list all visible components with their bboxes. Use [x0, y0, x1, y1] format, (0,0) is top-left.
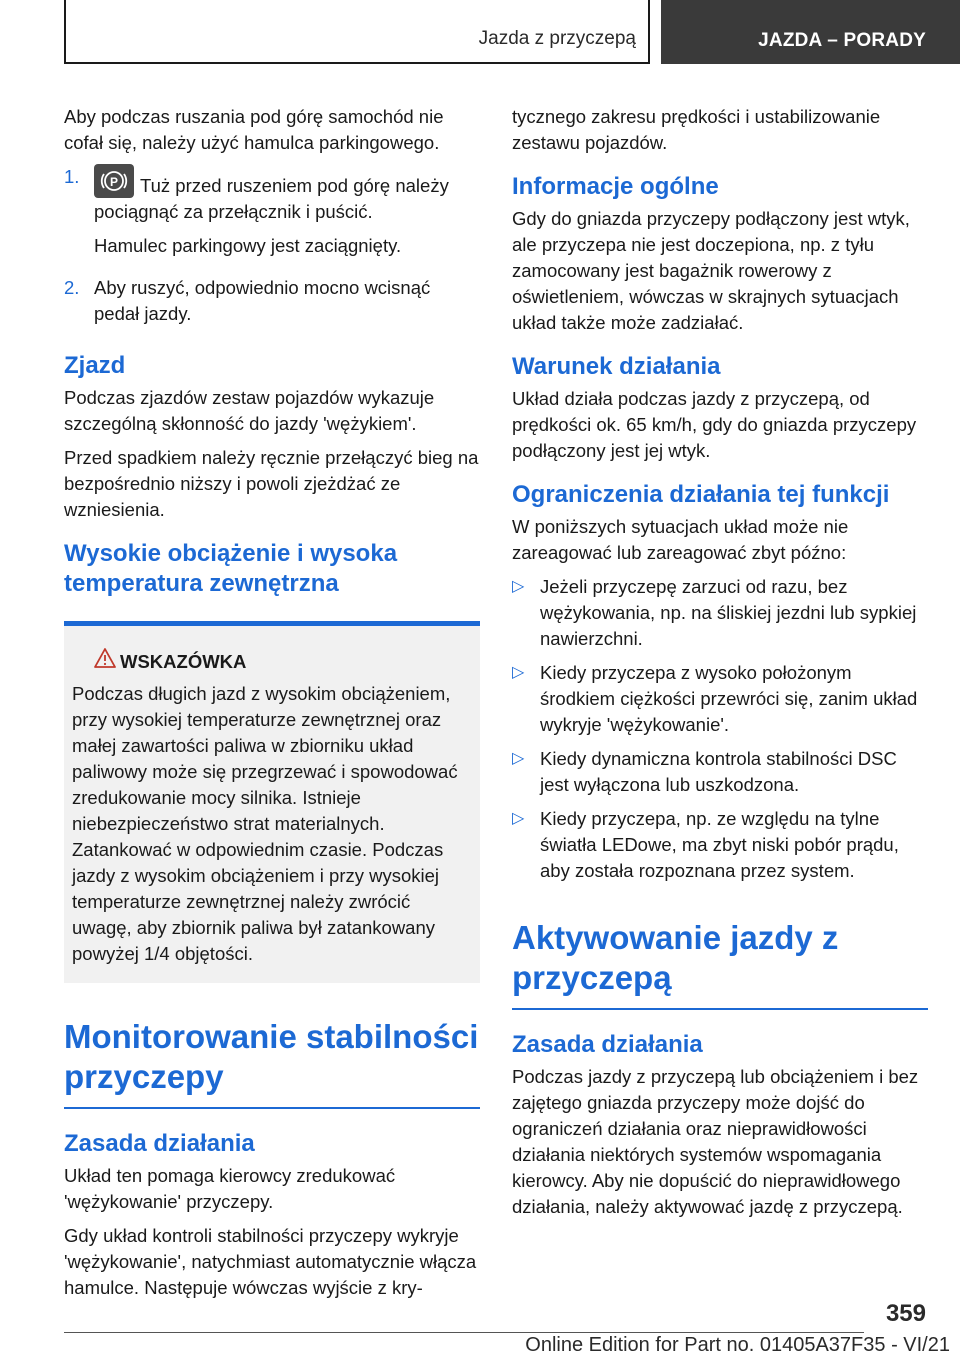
limits-intro: W poniższych sytuacjach układ może nie zareagować lub zareagować zbyt późno: — [512, 516, 849, 563]
step-number: 2. — [64, 277, 80, 298]
principle-paragraph-2: Gdy układ kontroli stabilności przyczepy wykryje 'wężykowanie', natychmiast automatycznie włącza hamulce. Następuje wówczas wyjście z kry- — [64, 1225, 477, 1298]
heading-zjazd: Zjazd — [64, 352, 126, 379]
zjazd-paragraph-2: Przed spadkiem należy ręcznie przełączyć bieg na bezpośrednio niższy i powoli zjeżdżać ze wzniesienia. — [64, 447, 479, 520]
condition-paragraph: Układ działa podczas jazdy z przyczepą, od prędkości ok. 65 km/h, gdy do gniazda przyczepy podłączony jest jej wtyk. — [512, 388, 917, 461]
warning-box — [64, 621, 480, 983]
list-item: ▷ Jeżeli przyczepę zarzuci od razu, bez wężykowania, np. na śliskiej jezdni lub sypkiej nawierzchni. — [512, 574, 928, 652]
general-paragraph: Gdy do gniazda przyczepy podłączony jest wtyk, ale przyczepa nie jest doczepiona, np. z tyłu zamocowany jest bagażnik rowerowy z oświetleniem, wówczas w skrajnych sytuacjach układ także może zadziałać. — [512, 208, 910, 333]
intro-paragraph: Aby podczas ruszania pod górę samochód nie cofał się, należy użyć hamulca parkingowego. — [64, 106, 444, 153]
step-body — [94, 275, 480, 335]
header-bottom-rule — [64, 62, 650, 64]
step-number: 1. — [64, 166, 80, 187]
left-column — [64, 104, 480, 1309]
step-text: P Tuż przed ruszeniem pod górę należy pociągnąć za przełącznik i puścić. — [94, 164, 480, 225]
principle-paragraph-1: Układ ten pomaga kierowcy zredukować 'wężykowanie' przyczepy. — [64, 1165, 396, 1212]
heading-general: Informacje ogólne — [512, 173, 719, 200]
footer-edition: Online Edition for Part no. 01405A37F35 - VI/21 — [525, 1334, 950, 1356]
header-section-title: Jazda z przyczepą — [478, 28, 636, 49]
principle-right-paragraph: Podczas jazdy z przyczepą lub obciążeniem i bez zajętego gniazda przyczepy może dojść do ograniczeń działania oraz nieprawidłowości działania niektórych systemów wspomagania kierowcy. Aby nie dopuścić do nieprawidłowego działania, należy aktywować jazdę z przyczepą. — [512, 1066, 919, 1217]
page-number: 359 — [885, 1300, 926, 1327]
step-item — [64, 275, 480, 335]
list-item: ▷ Kiedy przyczepa z wysoko położonym środkiem ciężkości przewróci się, zanim układ wykryje 'wężykowanie'. — [512, 660, 928, 738]
step-text: Aby ruszyć, odpowiednio mocno wcisnąć pedał jazdy. — [94, 277, 431, 324]
svg-text:P: P — [109, 175, 119, 189]
step-body — [94, 164, 480, 267]
header-chapter-tab: JAZDA – PORADY — [661, 0, 960, 64]
warning-triangle-icon — [72, 648, 108, 675]
heading-condition: Warunek działania — [512, 353, 721, 380]
heading-activate: Aktywowanie jazdy z przyczepą — [512, 918, 928, 1010]
bullet-triangle-icon: ▷ — [512, 810, 525, 827]
step-item — [64, 164, 480, 267]
heading-limits: Ograniczenia działania tej funkcji — [512, 481, 890, 508]
steps-list — [64, 164, 480, 335]
heading-principle-left: Zasada działania — [64, 1130, 255, 1157]
zjazd-paragraph-1: Podczas zjazdów zestaw pojazdów wykazuje szczególną skłonność do jazdy 'wężykiem'. — [64, 387, 435, 434]
warning-title: WSKAZÓWKA — [72, 648, 472, 675]
heading-principle-right: Zasada działania — [512, 1031, 703, 1058]
step-note: Hamulec parkingowy jest zaciągnięty. — [94, 235, 402, 256]
list-item: ▷ Kiedy przyczepa, np. ze względu na tylne światła LEDowe, ma zbyt niski pobór prądu, aby została rozpoznana przez system. — [512, 806, 928, 884]
list-item: ▷ Kiedy dynamiczna kontrola stabilności DSC jest wyłączona lub uszkodzona. — [512, 746, 928, 798]
footer-rule — [64, 1332, 864, 1333]
header-left-rule — [64, 0, 66, 64]
limits-list — [512, 574, 928, 884]
bullet-triangle-icon: ▷ — [512, 664, 525, 681]
bullet-triangle-icon: ▷ — [512, 578, 525, 595]
parking-brake-icon — [94, 164, 134, 198]
header-separator — [648, 0, 650, 64]
bullet-triangle-icon: ▷ — [512, 750, 525, 767]
continuation-paragraph: tycznego zakresu prędkości i ustabilizowanie zestawu pojazdów. — [512, 106, 881, 153]
heading-heat: Wysokie obciążenie i wysoka temperatura zewnętrzna — [64, 540, 398, 597]
right-column — [512, 104, 928, 1228]
heading-monitor: Monitorowanie stabilności przyczepy — [64, 1017, 480, 1109]
warning-text: Podczas długich jazd z wysokim obciążeniem, przy wysokiej temperaturze zewnętrznej oraz małej zawartości paliwa w zbiorniku układ paliwowy może się przegrzewać i spowodować zredukowanie mocy silnika. Istnieje niebezpieczeństwo strat materialnych. Zatankować w odpowiednim czasie. Podczas jazdy z wysokim obciążeniem i przy wysokiej temperaturze zewnętrznej należy zwrócić uwagę, aby zbiornik paliwa był zatankowany powyżej 1/4 objętości. — [72, 683, 458, 964]
